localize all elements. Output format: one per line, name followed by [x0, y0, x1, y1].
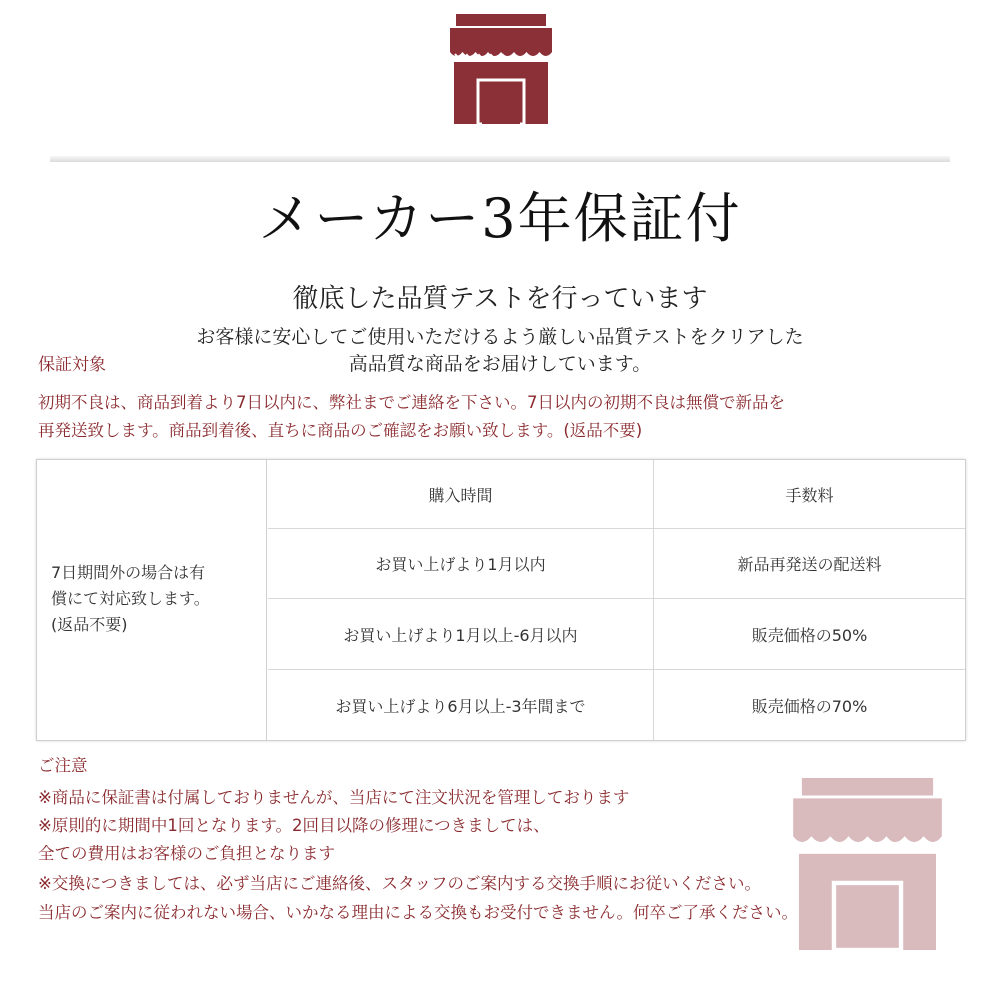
- table-cell: 新品再発送の配送料: [654, 529, 965, 599]
- table-cell: 販売価格の50%: [654, 599, 965, 670]
- table-cell: お買い上げより1月以内: [268, 529, 654, 599]
- table-left-line: (返品不要): [51, 615, 128, 634]
- warranty-table: [36, 459, 966, 741]
- table-left-cell: [37, 460, 267, 740]
- warranty-line-2: 再発送致します。商品到着後、直ちに商品のご確認をお願い致します。(返品不要): [38, 421, 643, 440]
- table-left-line: 償にて対応致します。: [51, 589, 210, 608]
- note-line: ※交換につきましては、必ず当店にご連絡後、スタッフのご案内する交換手順にお従いください。: [38, 874, 761, 893]
- page-subtitle: 徹底した品質テストを行っています: [292, 284, 708, 314]
- page-title: メーカー3年保証付: [258, 187, 742, 250]
- table-header-purchase-time: 購入時間: [268, 460, 654, 529]
- description-line-2: 高品質な商品をお届けしています。: [348, 353, 652, 375]
- warranty-heading: 保証対象: [38, 355, 106, 375]
- store-watermark-icon: [790, 778, 945, 950]
- note-line: 当店のご案内に従われない場合、いかなる理由による交換もお受付できません。何卒ご了承ください。: [38, 903, 798, 922]
- notes-heading: ご注意: [38, 756, 88, 775]
- note-line: 全ての費用はお客様のご負担となります: [38, 844, 335, 863]
- warranty-line-1: 初期不良は、商品到着より7日以内に、弊社までご連絡を下さい。7日以内の初期不良は無償で新品を: [38, 393, 785, 412]
- table-left-text: [51, 560, 261, 638]
- table-left-line: 7日期間外の場合は有: [51, 563, 206, 582]
- table-header-fee: 手数料: [654, 460, 965, 529]
- table-cell: 販売価格の70%: [751, 696, 868, 716]
- table-cell: お買い上げより1月以上-6月以内: [268, 599, 654, 670]
- description-line-1: お客様に安心してご使用いただけるよう厳しい品質テストをクリアした: [196, 326, 804, 348]
- note-line: ※商品に保証書は付属しておりませんが、当店にて注文状況を管理しております: [38, 788, 630, 807]
- header-divider: [50, 156, 950, 162]
- store-icon: [448, 14, 554, 124]
- note-line: ※原則的に期間中1回となります。2回目以降の修理につきましては、: [38, 816, 550, 835]
- table-cell: お買い上げより6月以上-3年間まで: [268, 670, 654, 740]
